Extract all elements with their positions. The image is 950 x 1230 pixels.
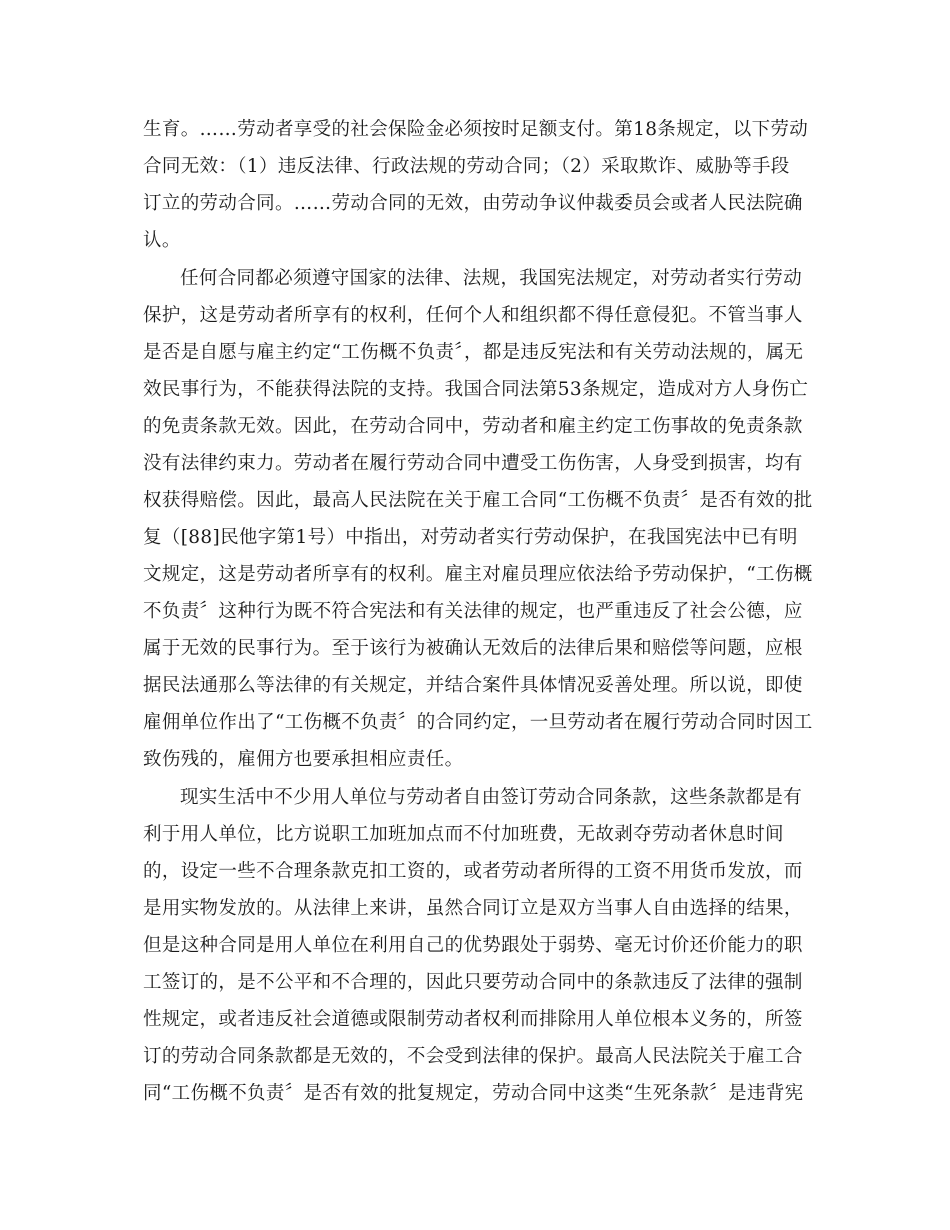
paragraph-2-line-8: 复（[88]民他字第1号）中指出，对劳动者实行劳动保护，在我国宪法中已有明 <box>143 527 798 548</box>
paragraph-3-line-7: 性规定，或者违反社会道德或限制劳动者权利而排除用人单位根本义务的，所签 <box>143 1009 803 1030</box>
paragraph-2-line-14: 致伤残的，雇佣方也要承担相应责任。 <box>143 749 464 770</box>
paragraph-2-line-7: 权获得赔偿。因此，最高人民法院在关于雇工合同“工伤概不负责〞是否有效的批 <box>143 490 813 511</box>
paragraph-1-line-1: 生育。……劳动者享受的社会保险金必须按时足额支付。第18条规定，以下劳动 <box>143 119 809 140</box>
paragraph-3-line-9: 同“工伤概不负责〞是否有效的批复规定，劳动合同中这类“生死条款〞是违背宪 <box>143 1083 804 1104</box>
paragraph-3-line-4: 是用实物发放的。从法律上来讲，虽然合同订立是双方当事人自由选择的结果， <box>143 898 803 919</box>
paragraph-2-line-12: 据民法通那么等法律的有关规定，并结合案件具体情况妥善处理。所以说，即使 <box>143 675 803 696</box>
paragraph-3-line-8: 订的劳动合同条款都是无效的，不会受到法律的保护。最高人民法院关于雇工合 <box>143 1046 803 1067</box>
paragraph-2-line-2: 保护，这是劳动者所享有的权利，任何个人和组织都不得任意侵犯。不管当事人 <box>143 305 803 326</box>
paragraph-1-line-2: 合同无效：（1）违反法律、行政法规的劳动合同；（2）采取欺诈、威胁等手段 <box>143 156 790 177</box>
paragraph-1-line-4: 认。 <box>143 230 181 251</box>
paragraph-3-line-3: 的，设定一些不合理条款克扣工资的，或者劳动者所得的工资不用货币发放，而 <box>143 861 803 882</box>
paragraph-2-line-11: 属于无效的民事行为。至于该行为被确认无效后的法律后果和赔偿等问题，应根 <box>143 638 803 659</box>
paragraph-3-line-5: 但是这种合同是用人单位在利用自己的优势跟处于弱势、毫无讨价还价能力的职 <box>143 935 803 956</box>
paragraph-1-line-3: 订立的劳动合同。……劳动合同的无效，由劳动争议仲裁委员会或者人民法院确 <box>143 193 803 214</box>
paragraph-2-line-4: 效民事行为，不能获得法院的支持。我国合同法第53条规定，造成对方人身伤亡 <box>143 379 809 400</box>
paragraph-2-line-1: 任何合同都必须遵守国家的法律、法规，我国宪法规定，对劳动者实行劳动 <box>180 268 803 289</box>
paragraph-2-line-6: 没有法律约束力。劳动者在履行劳动合同中遭受工伤伤害，人身受到损害，均有 <box>143 453 803 474</box>
paragraph-3-line-6: 工签订的，是不公平和不合理的，因此只要劳动合同中的条款违反了法律的强制 <box>143 972 803 993</box>
paragraph-2-line-9: 文规定，这是劳动者所享有的权利。雇主对雇员理应依法给予劳动保护，“工伤概 <box>143 564 813 585</box>
paragraph-2-line-3: 是否是自愿与雇主约定“工伤概不负责〞，都是违反宪法和有关劳动法规的，属无 <box>143 342 804 363</box>
paragraph-2-line-5: 的免责条款无效。因此，在劳动合同中，劳动者和雇主约定工伤事故的免责条款 <box>143 416 803 437</box>
paragraph-2-line-13: 雇佣单位作出了“工伤概不负责〞的合同约定，一旦劳动者在履行劳动合同时因工 <box>143 712 813 733</box>
paragraph-2-line-10: 不负责〞这种行为既不符合宪法和有关法律的规定，也严重违反了社会公德，应 <box>143 601 803 622</box>
paragraph-3-line-2: 利于用人单位，比方说职工加班加点而不付加班费，无故剥夺劳动者休息时间 <box>143 824 784 845</box>
paragraph-3-line-1: 现实生活中不少用人单位与劳动者自由签订劳动合同条款，这些条款都是有 <box>180 787 803 808</box>
